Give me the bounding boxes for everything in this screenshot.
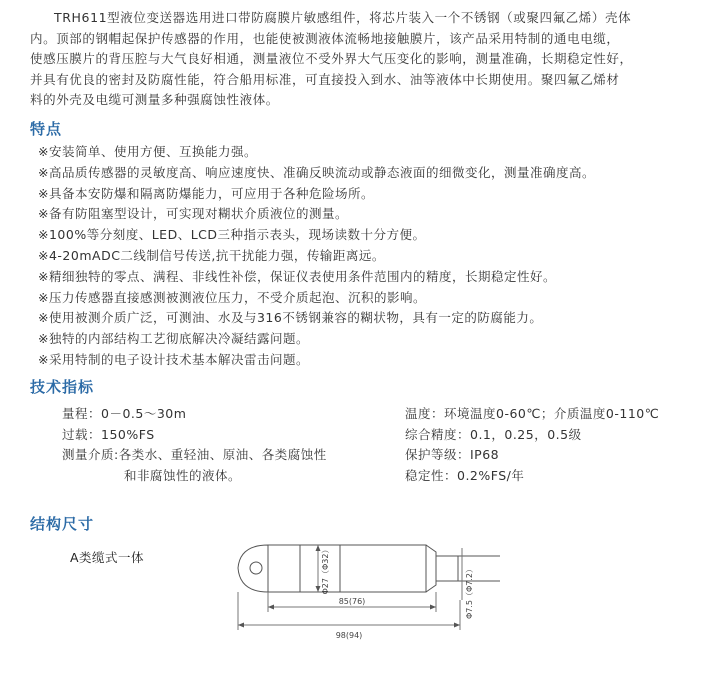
features-heading: 特点 xyxy=(30,120,63,138)
spec-protection: 保护等级：IP68 xyxy=(405,447,500,462)
structure-heading: 结构尺寸 xyxy=(30,515,95,533)
mounting-hole-icon xyxy=(250,562,262,574)
feature-item: ※独特的内部结构工艺彻底解决冷凝结露问题。 xyxy=(38,331,309,347)
type-label: A类缆式一体 xyxy=(70,550,145,565)
spec-medium-cont: 和非腐蚀性的液体。 xyxy=(124,467,242,483)
spec-overload: 过载：150%FS xyxy=(62,426,155,442)
sensor-head xyxy=(238,545,268,592)
spec-stability: 稳定性：0.2%FS/年 xyxy=(405,467,525,483)
spec-medium: 测量介质:各类水、重轻油、原油、各类腐蚀性 xyxy=(62,447,327,462)
dim-diameter: Φ27（Φ32） xyxy=(321,545,330,595)
spec-accuracy: 综合精度：0.1，0.25，0.5级 xyxy=(405,426,582,442)
feature-item: ※备有防阻塞型设计，可实现对糊状介质液位的测量。 xyxy=(38,206,348,222)
feature-item: ※采用特制的电子设计技术基本解决雷击问题。 xyxy=(38,351,309,367)
feature-item: ※高品质传感器的灵敏度高、响应速度快、准确反映流动或静态液面的细微变化，测量准确度高。 xyxy=(38,164,595,180)
specs-heading: 技术指标 xyxy=(30,378,95,396)
feature-item: ※压力传感器直接感测被测液位压力，不受介质起泡、沉积的影响。 xyxy=(38,289,426,305)
feature-item: ※安装简单、使用方便、互换能力强。 xyxy=(38,144,257,159)
feature-item: ※具备本安防爆和隔离防爆能力，可应用于各种危险场所。 xyxy=(38,185,374,201)
cable xyxy=(436,556,458,581)
dim-length-85: 85(76) xyxy=(338,597,366,606)
sensor-taper xyxy=(426,545,436,592)
feature-item: ※100%等分刻度、LED、LCD三种指示表头，现场读数十分方便。 xyxy=(38,227,426,243)
intro-line: 并具有优良的密封及防腐性能，符合船用标准，可直接投入到水、油等液体中长期使用。聚四氟乙烯材 xyxy=(30,71,620,87)
feature-item: ※使用被测介质广泛，可测油、水及与316不锈钢兼容的糊状物，具有一定的防腐能力。 xyxy=(38,310,543,326)
sensor-body xyxy=(238,545,500,630)
dim-cable: Φ7.5（Φ7.2） xyxy=(465,564,474,620)
feature-item: ※精细独特的零点、满程、非线性补偿，保证仪表使用条件范围内的精度，长期稳定性好。 xyxy=(38,268,556,284)
feature-item: ※4-20mADC二线制信号传送,抗干扰能力强，传输距离远。 xyxy=(38,247,385,263)
spec-temperature: 温度：环境温度0-60℃；介质温度0-110℃ xyxy=(405,406,660,421)
spec-range: 量程：0－0.5～30m xyxy=(62,406,187,421)
intro-line: 内。顶部的钢帽起保护传感器的作用，也能使被测液体流畅地接触膜片，该产品采用特制的通电电缆， xyxy=(30,30,620,46)
dim-length-98: 98(94) xyxy=(335,631,363,640)
sensor-housing xyxy=(268,545,426,592)
dimension-arrows xyxy=(238,545,460,628)
intro-line: 使感压膜片的背压腔与大气良好相通，测量液位不受外界大气压变化的影响，测量准确，长期稳定性好， xyxy=(30,51,633,66)
intro-line: TRH611型液位变送器选用进口带防腐膜片敏感组件，将芯片装入一个不锈钢（或聚四氟乙烯）壳体 xyxy=(54,10,632,25)
intro-line: 料的外壳及电缆可测量多种强腐蚀性液体。 xyxy=(30,92,279,107)
